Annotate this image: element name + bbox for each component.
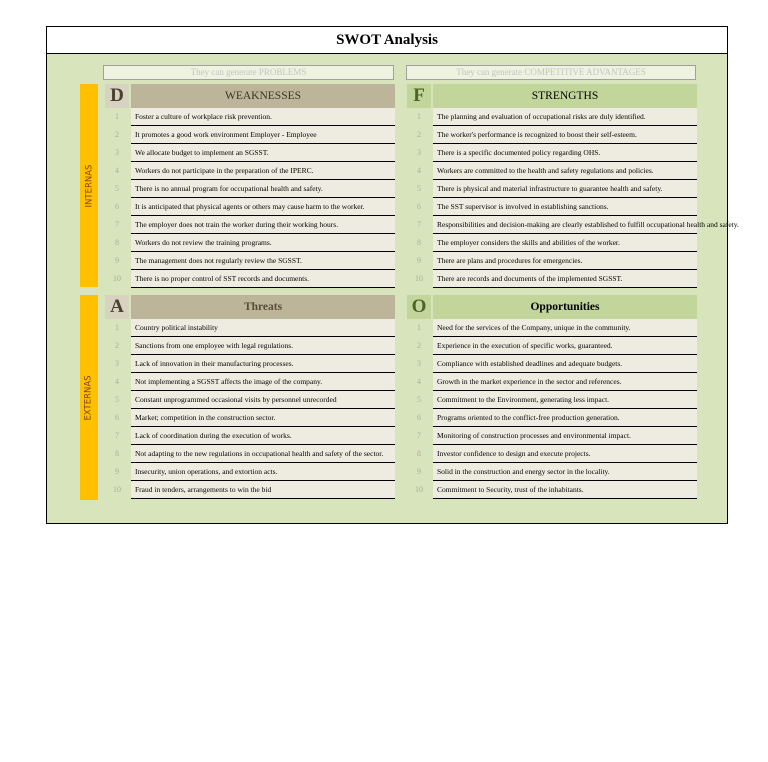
opportunities-quadrant [407, 295, 697, 499]
list-item [407, 427, 697, 445]
item-text: We allocate budget to implement an SGSST. [131, 144, 395, 162]
item-number: 9 [115, 256, 119, 265]
opportunities-letter: O [407, 295, 431, 319]
weaknesses-letter: D [105, 84, 129, 108]
list-item [407, 373, 697, 391]
list-item [105, 445, 395, 463]
item-number: 10 [415, 485, 423, 494]
list-item [407, 252, 697, 270]
list-item [105, 216, 395, 234]
list-item [105, 391, 395, 409]
item-number: 3 [417, 359, 421, 368]
list-item [407, 319, 697, 337]
item-text: It is anticipated that physical agents or others may cause harm to the worker. [131, 198, 395, 216]
list-item [105, 198, 395, 216]
list-item [105, 234, 395, 252]
list-item [105, 481, 395, 499]
list-item [105, 180, 395, 198]
item-number: 1 [417, 323, 421, 332]
page-title: SWOT Analysis [47, 27, 727, 54]
item-text: The planning and evaluation of occupational risks are duly identified. [433, 108, 697, 126]
list-item [407, 337, 697, 355]
item-text: There is physical and material infrastructure to guarantee health and safety. [433, 180, 697, 198]
externas-bar [80, 295, 98, 500]
item-number: 4 [417, 166, 421, 175]
list-item [105, 144, 395, 162]
list-item [407, 234, 697, 252]
item-number: 8 [417, 449, 421, 458]
item-text: There is a specific documented policy regarding OHS. [433, 144, 697, 162]
list-item [407, 162, 697, 180]
item-number: 9 [115, 467, 119, 476]
strengths-quadrant [407, 84, 739, 288]
item-text: Workers do not review the training programs. [131, 234, 395, 252]
item-text: Responsibilities and decision-making are clearly established to fulfill occupational health and safety. [433, 216, 697, 234]
item-text: Experience in the execution of specific works, guaranteed. [433, 337, 697, 355]
item-number: 6 [115, 413, 119, 422]
item-number: 8 [115, 238, 119, 247]
list-item [105, 162, 395, 180]
item-number: 7 [417, 431, 421, 440]
weaknesses-quadrant [105, 84, 395, 288]
item-number: 6 [115, 202, 119, 211]
threats-title: Threats [131, 295, 395, 319]
item-number: 8 [115, 449, 119, 458]
item-number: 3 [115, 148, 119, 157]
list-item [407, 216, 739, 234]
list-item [407, 180, 697, 198]
list-item [105, 427, 395, 445]
item-number: 10 [113, 274, 121, 283]
item-text: Foster a culture of workplace risk prevention. [131, 108, 395, 126]
list-item [407, 144, 697, 162]
item-text: Fraud in tenders, arrangements to win the bid [131, 481, 395, 499]
item-text: Workers are committed to the health and safety regulations and policies. [433, 162, 697, 180]
list-item [407, 270, 697, 288]
item-number: 9 [417, 256, 421, 265]
advantages-banner: They can generate COMPETITIVE ADVANTAGES [406, 65, 696, 80]
list-item [407, 108, 697, 126]
item-text: Market; competition in the construction sector. [131, 409, 395, 427]
threats-letter: A [105, 295, 129, 319]
item-number: 6 [417, 202, 421, 211]
item-text: Commitment to Security, trust of the inhabitants. [433, 481, 697, 499]
item-number: 10 [113, 485, 121, 494]
item-number: 5 [417, 184, 421, 193]
item-text: There is no proper control of SST records and documents. [131, 270, 395, 288]
item-number: 2 [115, 341, 119, 350]
item-text: There are plans and procedures for emergencies. [433, 252, 697, 270]
list-item [105, 463, 395, 481]
item-number: 3 [417, 148, 421, 157]
swot-sheet [46, 26, 739, 524]
item-text: Country political instability [131, 319, 395, 337]
list-item [407, 355, 697, 373]
item-number: 7 [115, 220, 119, 229]
item-number: 7 [417, 220, 421, 229]
item-text: Growth in the market experience in the sector and references. [433, 373, 697, 391]
strengths-letter: F [407, 84, 431, 108]
item-text: Constant unprogrammed occasional visits by personnel unrecorded [131, 391, 395, 409]
list-item [407, 445, 697, 463]
item-number: 1 [115, 323, 119, 332]
item-number: 5 [417, 395, 421, 404]
list-item [407, 198, 697, 216]
item-number: 1 [417, 112, 421, 121]
list-item [105, 373, 395, 391]
list-item [105, 126, 395, 144]
item-text: The employer considers the skills and abilities of the worker. [433, 234, 697, 252]
item-text: Lack of coordination during the execution of works. [131, 427, 395, 445]
item-number: 10 [415, 274, 423, 283]
list-item [105, 409, 395, 427]
item-text: Compliance with established deadlines and adequate budgets. [433, 355, 697, 373]
item-text: Solid in the construction and energy sector in the locality. [433, 463, 697, 481]
item-number: 2 [417, 341, 421, 350]
item-text: Sanctions from one employee with legal regulations. [131, 337, 395, 355]
item-number: 4 [417, 377, 421, 386]
item-text: The SST supervisor is involved in establishing sanctions. [433, 198, 697, 216]
item-text: There is no annual program for occupational health and safety. [131, 180, 395, 198]
item-number: 6 [417, 413, 421, 422]
item-number: 4 [115, 166, 119, 175]
item-text: Commitment to the Environment, generating less impact. [433, 391, 697, 409]
item-text: Monitoring of construction processes and environmental impact. [433, 427, 697, 445]
item-text: Not adapting to the new regulations in occupational health and safety of the sector. [131, 445, 395, 463]
list-item [105, 355, 395, 373]
item-number: 9 [417, 467, 421, 476]
externas-label: EXTERNAS [84, 374, 94, 421]
list-item [407, 481, 697, 499]
opportunities-title: Opportunities [433, 295, 697, 319]
item-text: The employer does not train the worker during their working hours. [131, 216, 395, 234]
list-item [105, 337, 395, 355]
item-number: 3 [115, 359, 119, 368]
internas-label: INTERNAS [84, 164, 94, 207]
list-item [407, 463, 697, 481]
weaknesses-title: WEAKNESSES [131, 84, 395, 108]
strengths-title: STRENGTHS [433, 84, 697, 108]
item-text: It promotes a good work environment Employer - Employee [131, 126, 395, 144]
problems-banner: They can generate PROBLEMS [103, 65, 394, 80]
item-number: 5 [115, 184, 119, 193]
item-number: 2 [417, 130, 421, 139]
item-text: Insecurity, union operations, and extortion acts. [131, 463, 395, 481]
item-text: Workers do not participate in the preparation of the IPERC. [131, 162, 395, 180]
item-text: The worker's performance is recognized to boost their self-esteem. [433, 126, 697, 144]
item-number: 2 [115, 130, 119, 139]
item-text: Lack of innovation in their manufacturing processes. [131, 355, 395, 373]
list-item [105, 270, 395, 288]
item-text: Programs oriented to the conflict-free production generation. [433, 409, 697, 427]
internas-bar [80, 84, 98, 287]
list-item [407, 391, 697, 409]
list-item [105, 252, 395, 270]
item-text: There are records and documents of the implemented SGSST. [433, 270, 697, 288]
threats-quadrant [105, 295, 395, 499]
list-item [105, 319, 395, 337]
item-number: 4 [115, 377, 119, 386]
list-item [407, 126, 697, 144]
item-text: Need for the services of the Company, unique in the community. [433, 319, 697, 337]
item-number: 1 [115, 112, 119, 121]
item-number: 7 [115, 431, 119, 440]
item-number: 5 [115, 395, 119, 404]
list-item [407, 409, 697, 427]
item-text: Not implementing a SGSST affects the image of the company. [131, 373, 395, 391]
list-item [105, 108, 395, 126]
item-number: 8 [417, 238, 421, 247]
item-text: The management does not regularly review the SGSST. [131, 252, 395, 270]
item-text: Investor confidence to design and execute projects. [433, 445, 697, 463]
